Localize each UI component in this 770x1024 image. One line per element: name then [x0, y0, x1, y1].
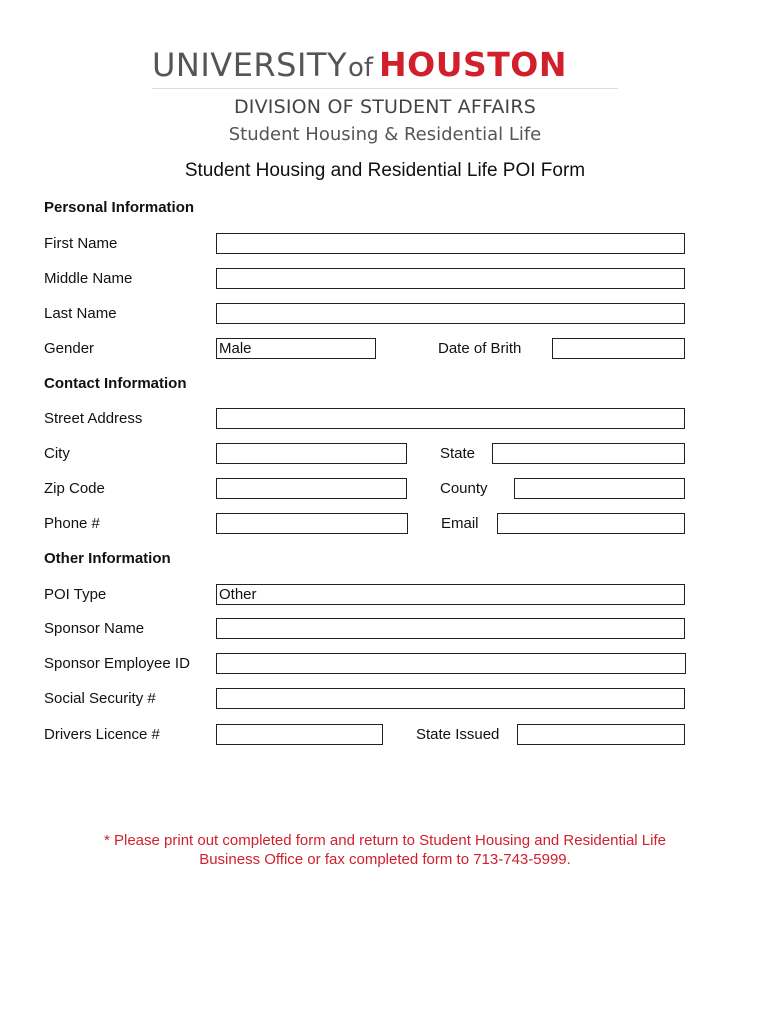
gender-field[interactable]: [216, 338, 376, 359]
drivers-licence-field[interactable]: [216, 724, 383, 745]
city-label: City: [44, 445, 70, 462]
university-logo: [152, 44, 622, 86]
social-security-field[interactable]: [216, 688, 685, 709]
section-other-information: Other Information: [44, 550, 171, 567]
city-field[interactable]: [216, 443, 407, 464]
street-address-label: Street Address: [44, 410, 143, 427]
section-contact-information: Contact Information: [44, 375, 187, 392]
email-field[interactable]: [497, 513, 685, 534]
first-name-field[interactable]: [216, 233, 685, 254]
logo-university-text: UNIVERSITY: [152, 46, 347, 84]
county-field[interactable]: [514, 478, 685, 499]
email-label: Email: [441, 515, 479, 532]
poi-type-field[interactable]: [216, 584, 685, 605]
gender-label: Gender: [44, 340, 95, 357]
submission-note: [0, 831, 770, 869]
state-label: State: [440, 445, 476, 462]
sponsor-name-field[interactable]: [216, 618, 685, 639]
street-address-field[interactable]: [216, 408, 685, 429]
submission-note-line1: * Please print out completed form and return to Student Housing and Residential Life: [103, 832, 666, 849]
submission-note-line2: Business Office or fax completed form to 713-743-5999.: [199, 851, 571, 868]
poi-type-label: POI Type: [44, 586, 107, 603]
logo-houston-text: HOUSTON: [379, 45, 567, 84]
state-issued-field[interactable]: [517, 724, 685, 745]
sponsor-name-label: Sponsor Name: [44, 620, 145, 637]
drivers-licence-label: Drivers Licence #: [44, 726, 160, 743]
phone-label: Phone #: [44, 515, 100, 532]
form-title: Student Housing and Residential Life POI Form: [184, 160, 586, 181]
state-issued-label: State Issued: [416, 726, 500, 743]
last-name-field[interactable]: [216, 303, 685, 324]
sponsor-employee-id-label: Sponsor Employee ID: [44, 655, 190, 672]
department-title: Student Housing & Residential Life: [228, 124, 542, 145]
first-name-label: First Name: [44, 235, 118, 252]
header-divider: [152, 88, 618, 89]
sponsor-employee-id-field[interactable]: [216, 653, 686, 674]
section-personal-information: Personal Information: [44, 199, 195, 216]
social-security-label: Social Security #: [44, 690, 156, 707]
state-field[interactable]: [492, 443, 685, 464]
phone-field[interactable]: [216, 513, 408, 534]
date-of-birth-label: Date of Brith: [438, 340, 522, 357]
division-title: DIVISION OF STUDENT AFFAIRS: [233, 96, 537, 118]
logo-of-text: of: [347, 53, 374, 83]
date-of-birth-field[interactable]: [552, 338, 685, 359]
middle-name-label: Middle Name: [44, 270, 133, 287]
middle-name-field[interactable]: [216, 268, 685, 289]
zip-code-label: Zip Code: [44, 480, 105, 497]
county-label: County: [440, 480, 488, 497]
zip-code-field[interactable]: [216, 478, 407, 499]
last-name-label: Last Name: [44, 305, 117, 322]
